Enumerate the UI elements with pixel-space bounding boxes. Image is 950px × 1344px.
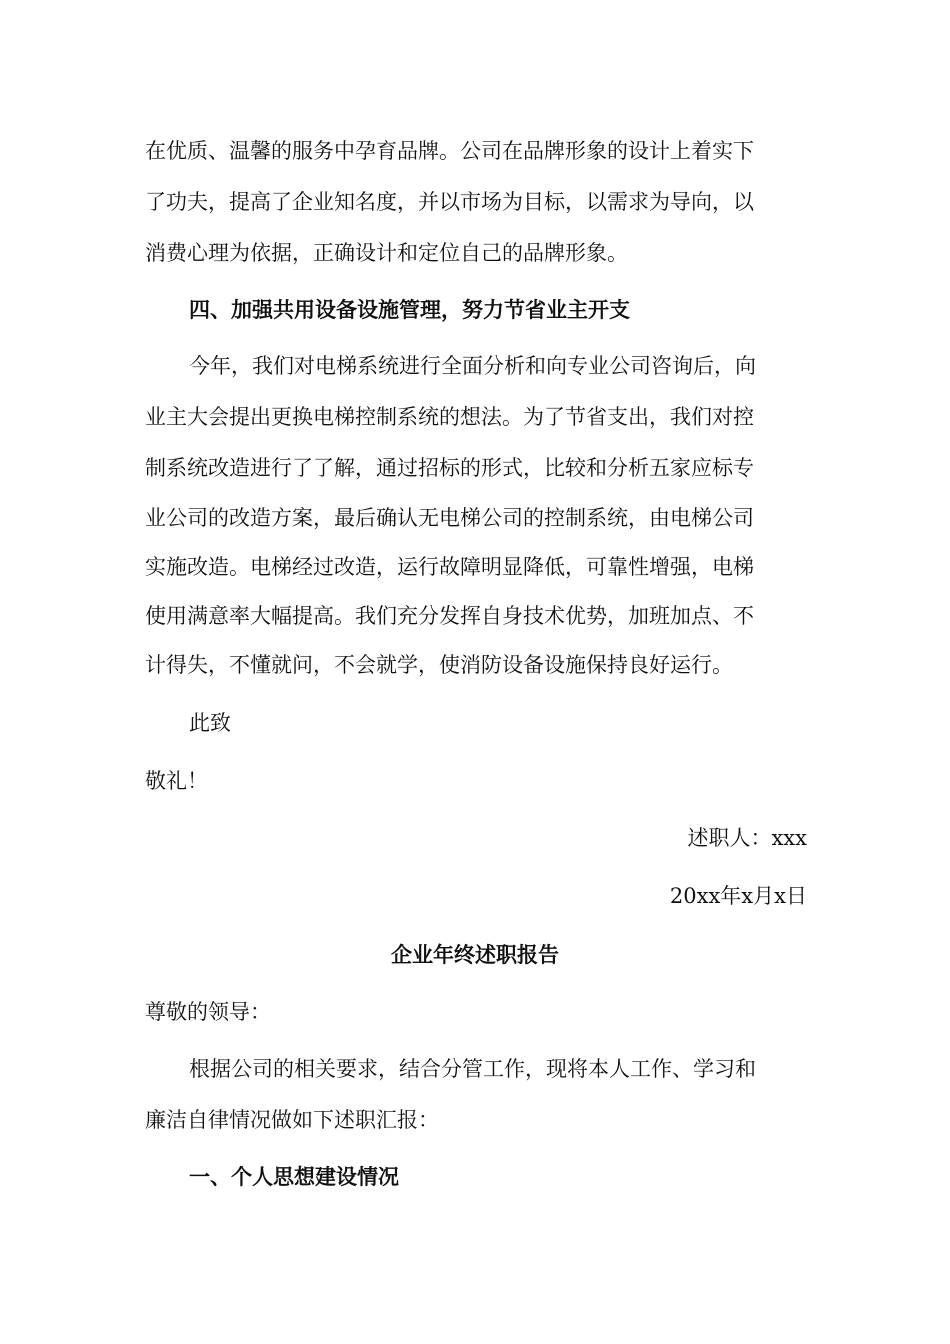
closing-phrase: 此致 <box>189 711 231 735</box>
section-heading: 四、加强共用设备设施管理，努力节省业主开支 <box>189 297 630 322</box>
closing-salute: 敬礼！ <box>145 769 208 793</box>
paragraph-line: 制系统改造进行了了解，通过招标的形式，比较和分析五家应标专 <box>145 456 754 480</box>
paragraph-line: 使用满意率大幅提高。我们充分发挥自身技术优势，加班加点、不 <box>145 604 754 628</box>
paragraph-line: 实施改造。电梯经过改造，运行故障明显降低，可靠性增强，电梯 <box>145 555 754 579</box>
section-heading: 一、个人思想建设情况 <box>189 1164 399 1189</box>
paragraph-line: 业主大会提出更换电梯控制系统的想法。为了节省支出，我们对控 <box>145 405 754 429</box>
signer: 述职人：xxx <box>687 826 807 850</box>
paragraph-line: 计得失，不懂就问，不会就学，使消防设备设施保持良好运行。 <box>145 653 733 677</box>
paragraph-line: 今年，我们对电梯系统进行全面分析和向专业公司咨询后，向 <box>189 354 756 378</box>
document-title: 企业年终述职报告 <box>391 942 559 967</box>
paragraph-line: 根据公司的相关要求，结合分管工作，现将本人工作、学习和 <box>189 1057 756 1081</box>
paragraph-line: 了功夫，提高了企业知名度，并以市场为目标，以需求为导向，以 <box>145 190 754 214</box>
date: 20xx年x月x日 <box>669 884 807 908</box>
salutation: 尊敬的领导： <box>145 1000 271 1024</box>
paragraph-line: 廉洁自律情况做如下述职汇报： <box>145 1108 439 1132</box>
paragraph-line: 在优质、温馨的服务中孕育品牌。公司在品牌形象的设计上着实下 <box>145 139 754 163</box>
paragraph-line: 消费心理为依据，正确设计和定位自己的品牌形象。 <box>145 241 628 265</box>
paragraph-line: 业公司的改造方案，最后确认无电梯公司的控制系统，由电梯公司 <box>145 506 754 530</box>
